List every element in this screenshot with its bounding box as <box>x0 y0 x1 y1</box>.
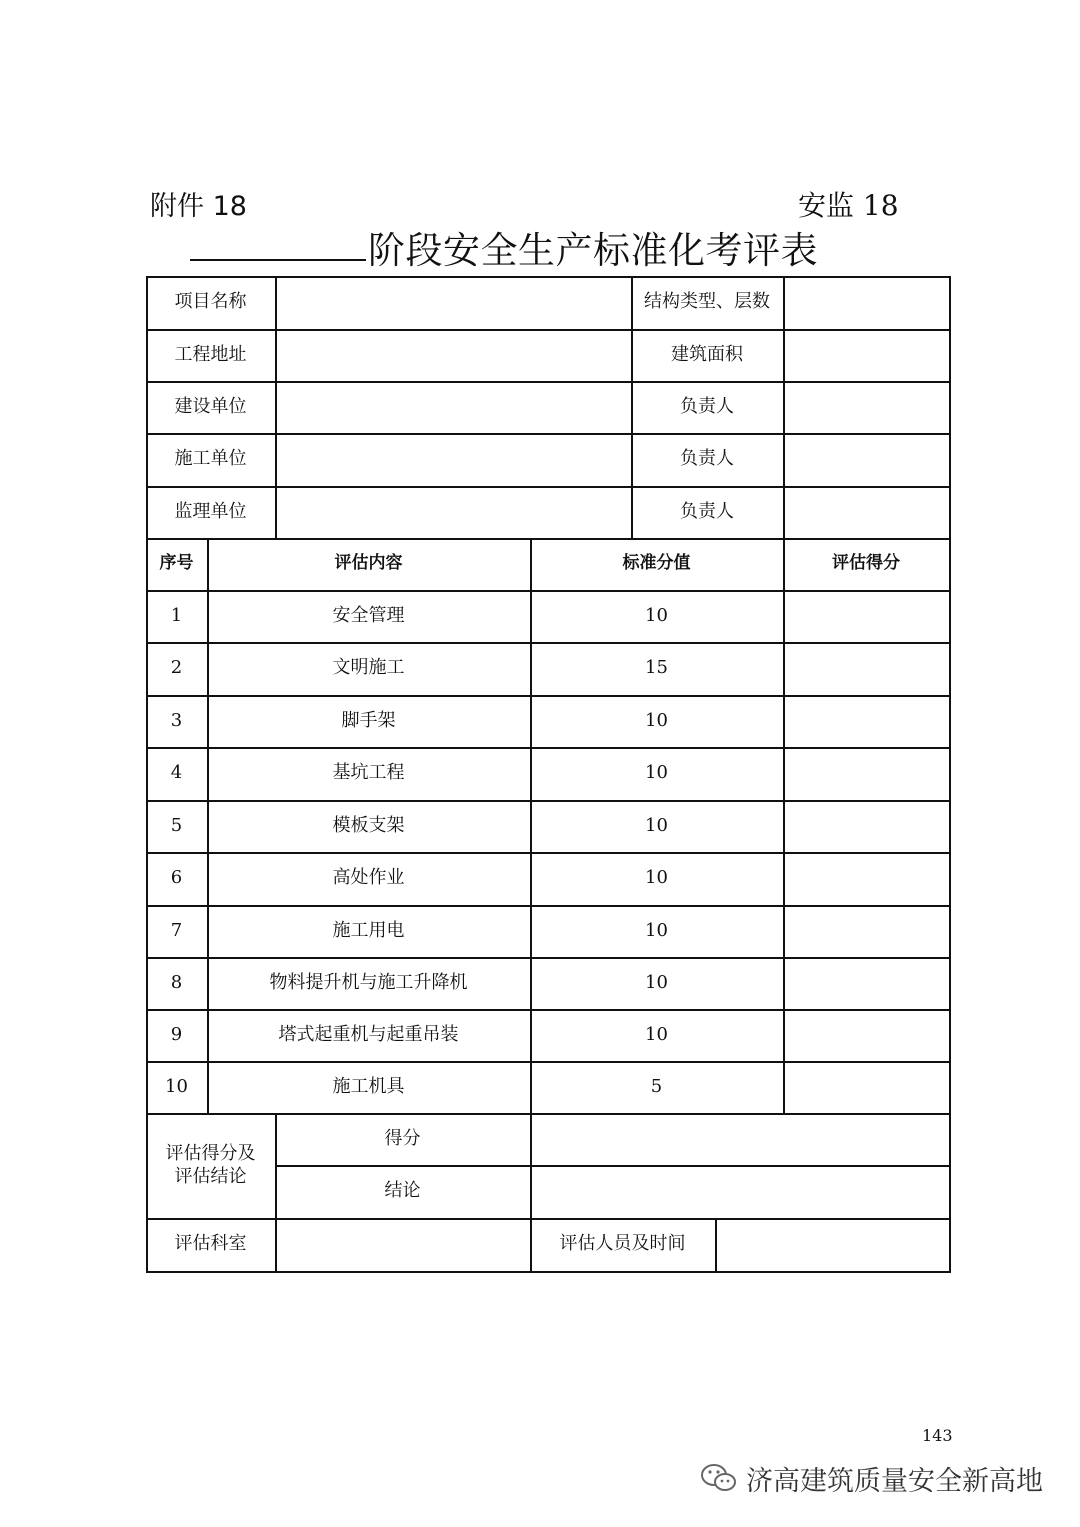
row-content: 施工机具 <box>332 1075 405 1097</box>
row-content: 塔式起重机与起重吊装 <box>278 1023 459 1045</box>
row-evaluation-score-field[interactable] <box>783 852 949 905</box>
table-rule <box>715 1218 717 1271</box>
score-header: 序号 <box>159 553 194 574</box>
row-content: 文明施工 <box>332 657 405 679</box>
info-right-value-field[interactable] <box>783 433 949 486</box>
table-rule <box>146 486 951 488</box>
table-rule <box>530 1113 532 1218</box>
table-rule <box>146 276 148 1273</box>
row-content: 物料提升机与施工升降机 <box>269 971 468 993</box>
info-right-value-field[interactable] <box>783 276 949 329</box>
dept-field[interactable] <box>275 1218 530 1271</box>
row-evaluation-score-field[interactable] <box>783 1009 949 1061</box>
table-rule <box>783 276 785 538</box>
staff-field[interactable] <box>715 1218 949 1271</box>
dept-label: 评估科室 <box>174 1233 247 1255</box>
row-standard-score: 10 <box>645 814 668 836</box>
info-label: 监理单位 <box>174 500 247 522</box>
row-content: 模板支架 <box>332 814 405 836</box>
row-evaluation-score-field[interactable] <box>783 1061 949 1113</box>
table-rule <box>146 852 951 854</box>
table-rule <box>530 1218 532 1271</box>
table-rule <box>275 1113 277 1218</box>
row-evaluation-score-field[interactable] <box>783 590 949 642</box>
row-content: 施工用电 <box>332 919 405 941</box>
table-rule <box>783 538 785 1113</box>
table-rule <box>146 538 951 540</box>
row-number: 9 <box>170 1023 183 1045</box>
table-rule <box>275 276 277 538</box>
table-rule <box>146 957 951 959</box>
info-value-field[interactable] <box>275 276 631 329</box>
row-standard-score: 10 <box>645 971 668 993</box>
page-number: 143 <box>922 1426 953 1445</box>
table-rule <box>146 747 951 749</box>
table-rule <box>146 1061 951 1063</box>
score-header: 评估内容 <box>334 553 403 574</box>
row-content: 安全管理 <box>332 604 405 626</box>
staff-label: 评估人员及时间 <box>559 1233 686 1255</box>
attachment-label: 附件 18 <box>150 191 247 222</box>
row-number: 10 <box>165 1075 188 1097</box>
row-number: 5 <box>170 814 183 836</box>
info-value-field[interactable] <box>275 381 631 433</box>
row-number: 8 <box>170 971 183 993</box>
row-standard-score: 10 <box>645 919 668 941</box>
info-label: 建设单位 <box>174 395 247 417</box>
info-right-value-field[interactable] <box>783 486 949 538</box>
row-content: 高处作业 <box>332 867 405 889</box>
form-code: 安监 18 <box>798 189 899 222</box>
table-rule <box>146 695 951 697</box>
table-rule <box>146 905 951 907</box>
score-header: 评估得分 <box>832 553 900 574</box>
table-rule <box>146 642 951 644</box>
row-number: 4 <box>170 762 183 784</box>
wechat-icon <box>700 1462 738 1494</box>
row-number: 1 <box>170 604 183 626</box>
score-field[interactable] <box>530 1113 949 1165</box>
row-standard-score: 10 <box>645 1023 668 1045</box>
table-rule <box>146 1009 951 1011</box>
table-rule <box>146 329 951 331</box>
score-header: 标准分值 <box>622 553 691 574</box>
table-rule <box>146 590 951 592</box>
row-number: 6 <box>170 867 183 889</box>
watermark-text: 济高建筑质量安全新高地 <box>746 1465 1043 1497</box>
row-number: 3 <box>170 709 183 731</box>
info-right-label: 负责人 <box>680 395 734 417</box>
info-right-label: 负责人 <box>680 500 734 522</box>
row-content: 基坑工程 <box>332 762 405 784</box>
row-evaluation-score-field[interactable] <box>783 800 949 852</box>
table-rule <box>146 381 951 383</box>
row-standard-score: 15 <box>645 657 668 679</box>
row-content: 脚手架 <box>341 709 396 731</box>
title-blank-line <box>190 259 366 261</box>
row-evaluation-score-field[interactable] <box>783 747 949 800</box>
conclusion-label-line1: 评估得分及 <box>165 1143 256 1164</box>
info-value-field[interactable] <box>275 433 631 486</box>
row-standard-score: 10 <box>645 604 668 626</box>
info-label: 项目名称 <box>174 291 247 313</box>
conclusion-sub-label: 结论 <box>384 1180 421 1202</box>
info-right-label: 负责人 <box>680 448 734 470</box>
page-title: 阶段安全生产标准化考评表 <box>368 229 818 272</box>
table-rule <box>146 1271 951 1273</box>
conclusion-field[interactable] <box>530 1165 949 1218</box>
table-rule <box>275 1218 277 1271</box>
row-standard-score: 5 <box>650 1075 663 1097</box>
info-label: 工程地址 <box>174 343 247 365</box>
table-rule <box>146 433 951 435</box>
row-number: 7 <box>170 919 183 941</box>
row-standard-score: 10 <box>645 867 668 889</box>
info-right-label: 建筑面积 <box>671 343 743 365</box>
info-value-field[interactable] <box>275 486 631 538</box>
row-evaluation-score-field[interactable] <box>783 642 949 695</box>
row-number: 2 <box>170 657 183 679</box>
info-value-field[interactable] <box>275 329 631 381</box>
table-rule <box>146 800 951 802</box>
table-rule <box>146 276 951 278</box>
conclusion-label-line2: 评估结论 <box>174 1165 247 1187</box>
score-label: 得分 <box>384 1127 421 1149</box>
info-label: 施工单位 <box>174 448 247 470</box>
info-right-label: 结构类型、层数 <box>644 291 770 313</box>
table-rule <box>631 276 633 538</box>
table-rule <box>530 538 532 1113</box>
info-right-value-field[interactable] <box>783 381 949 433</box>
watermark <box>700 1458 1043 1498</box>
conclusion-label <box>146 1113 275 1218</box>
table-rule <box>207 538 209 1113</box>
table-rule <box>275 1165 951 1167</box>
row-standard-score: 10 <box>645 709 668 731</box>
row-evaluation-score-field[interactable] <box>783 695 949 747</box>
table-rule <box>949 276 951 1273</box>
row-standard-score: 10 <box>645 762 668 784</box>
row-evaluation-score-field[interactable] <box>783 957 949 1009</box>
row-evaluation-score-field[interactable] <box>783 905 949 957</box>
info-right-value-field[interactable] <box>783 329 949 381</box>
